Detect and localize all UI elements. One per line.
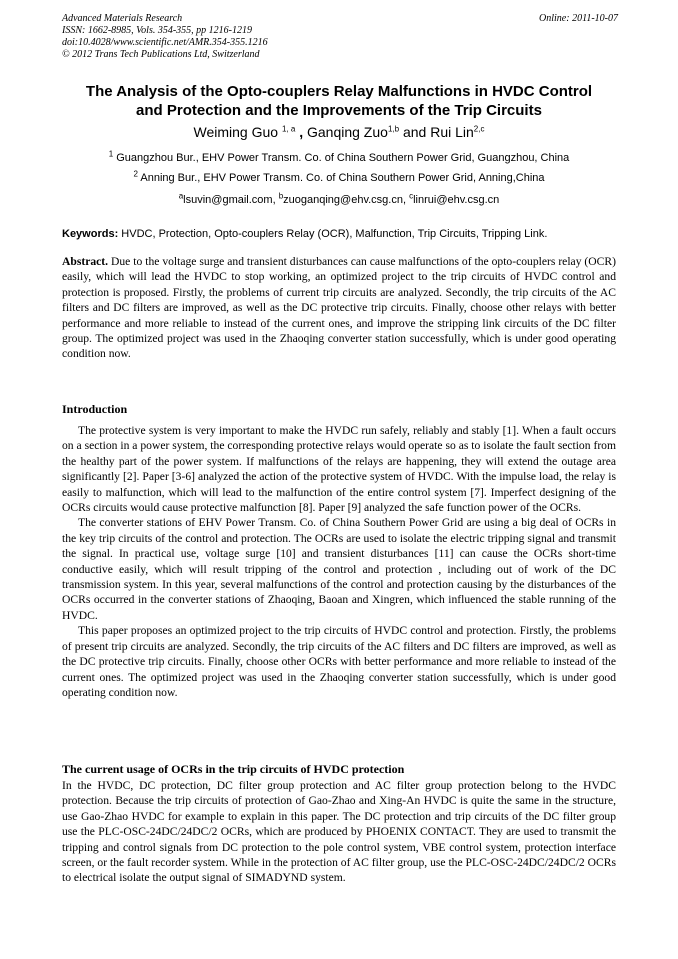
affiliation-1-text: Guangzhou Bur., EHV Power Transm. Co. of China Southern Power Grid, Guangzhou, China [113,152,570,164]
doi-line: doi:10.4028/www.scientific.net/AMR.354-355.1216 [62,37,268,48]
author-3: Rui Lin [430,124,474,140]
affiliation-2-mark: 2 [133,169,138,179]
journal-header [62,13,618,61]
intro-paragraph-2: The converter stations of EHV Power Transm. Co. of China Southern Power Grid are using a big deal of OCRs in the key trip circuits of the control and protection. The OCRs are used to isolate the electric tripping signal and transmit the signal. In practical use, voltage surge [10] and transient disturbances [11] can cause the OCRs short-time conductive easily, which will result tripping of the control and protection , including out of work of the DC transmission system. In this year, several malfunctions of the control and protection causing by the disturbances of the OCRs occurred in the converter stations of Zhaoqing, Baoan and Xingren, which influenced the stable running of the HVDC. [62,516,616,622]
paper-title [40,82,638,120]
email-b[interactable]: zuoganqing@ehv.csg.cn, [283,194,410,206]
author-1-affiliation-mark: 1, a [281,124,296,134]
affiliation-1-mark: 1 [108,149,114,159]
affiliation-2-text: Anning Bur., EHV Power Transm. Co. of China Southern Power Grid, Anning,China [137,172,545,184]
keywords [62,227,618,241]
email-c-mark: c [409,191,414,201]
abstract-text: Due to the voltage surge and transient disturbances can cause malfunctions of the opto-couplers relay (OCR) easily, which will lead the HVDC to stop working, an optimized project to the trip circuits of HVDC control and protection is proposed. Firstly, the problems of current trip circuits are analyzed. Secondly, the trip circuits of the AC filters and DC filters are improved, as well as the DC protective trip circuits. Finally, choose other relays with better performance and more reliable to instead of the current ones, and improve the stripping link circuits of the DC filter group. The optimized project was used in the Zhaoqing converter station successfully, which is under good operating condition now. [62,255,616,361]
ocr-paragraph-1: In the HVDC, DC protection, DC filter group protection and AC filter group protection belong to the HVDC protection. Because the trip circuits of protection of Gao-Zhao and Xing-An HVDC is quite the same in the structure, use Gao-Zhao HVDC for example to explain in this paper. The DC protection and trip circuits of the DC filter group use the PLC-OSC-24DC/24DC/2 OCRs, which are produced by PHOENIX CONTACT. They are used to transmit the tripping and control signals from DC protection to the pole control system, VBE control system, protection interface screen, or the fault recorder system. While in the protection of AC filter group, use the PLC-OSC-24DC/24DC/2 OCRs to electrical isolate the output signal of SIMADYND system. [62,779,616,885]
author-list [40,123,638,141]
author-2: Ganqing Zuo [306,124,388,140]
introduction-section [62,423,616,700]
email-c[interactable]: linrui@ehv.csg.cn [413,194,500,206]
title-line-1: The Analysis of the Opto-couplers Relay Malfunctions in HVDC Control [85,83,593,100]
author-separator-1: , [295,124,307,140]
title-line-2: and Protection and the Improvements of the Trip Circuits [136,102,542,119]
intro-paragraph-1: The protective system is very important to make the HVDC run safely, reliably and stably [1]. When a fault occurs on a section in a power system, the corresponding protective relays would operate so as to isolate the fault section from the healthy part of the power system. If malfunctions of the relays are happening, they will extend the outage area significantly [2]. Paper [3-6] analyzed the action of the protective system of HVDC. With the impulse load, the relay is easily to malfunction, which will lead to the malfunction of the entire control system [7]. Imperfect designing of the OCRs circuits would cause protective malfunction [8]. Paper [9] analyzed the safe function power of the OCRs. [62,424,616,515]
online-date: Online: 2011-10-07 [539,13,618,24]
email-b-mark: b [278,191,284,201]
author-emails [40,193,638,207]
author-separator-2: and [399,124,431,140]
ocr-section [62,778,616,886]
intro-paragraph-3: This paper proposes an optimized project to the trip circuits of HVDC control and protection. Firstly, the problems of present trip circuits are analyzed. Secondly, the trip circuits of the AC filters and DC filters are improved, as well as the DC protective trip circuits. Finally, choose other OCRs with better performance and more reliable to instead of the current ones. The optimized project was used in the Zhaoqing converter station successfully, which is under good operating condition now. [62,624,616,699]
email-a-mark: a [178,191,184,201]
issn-line: ISSN: 1662-8985, Vols. 354-355, pp 1216-1219 [62,25,252,36]
journal-name: Advanced Materials Research [62,13,183,24]
keywords-label: Keywords: [62,228,119,240]
author-2-affiliation-mark: 1,b [387,124,400,134]
ocr-section-heading: The current usage of OCRs in the trip circuits of HVDC protection [62,762,405,776]
abstract [62,254,616,362]
introduction-heading: Introduction [62,402,128,416]
affiliation-1 [40,151,638,165]
copyright-line: © 2012 Trans Tech Publications Ltd, Switzerland [62,49,260,60]
keywords-text: HVDC, Protection, Opto-couplers Relay (OCR), Malfunction, Trip Circuits, Tripping Link. [118,228,548,240]
abstract-label: Abstract. [62,255,109,268]
affiliation-2 [40,171,638,185]
email-a[interactable]: lsuvin@gmail.com, [183,194,279,206]
author-3-affiliation-mark: 2,c [473,124,485,134]
author-1: Weiming Guo [193,124,282,140]
